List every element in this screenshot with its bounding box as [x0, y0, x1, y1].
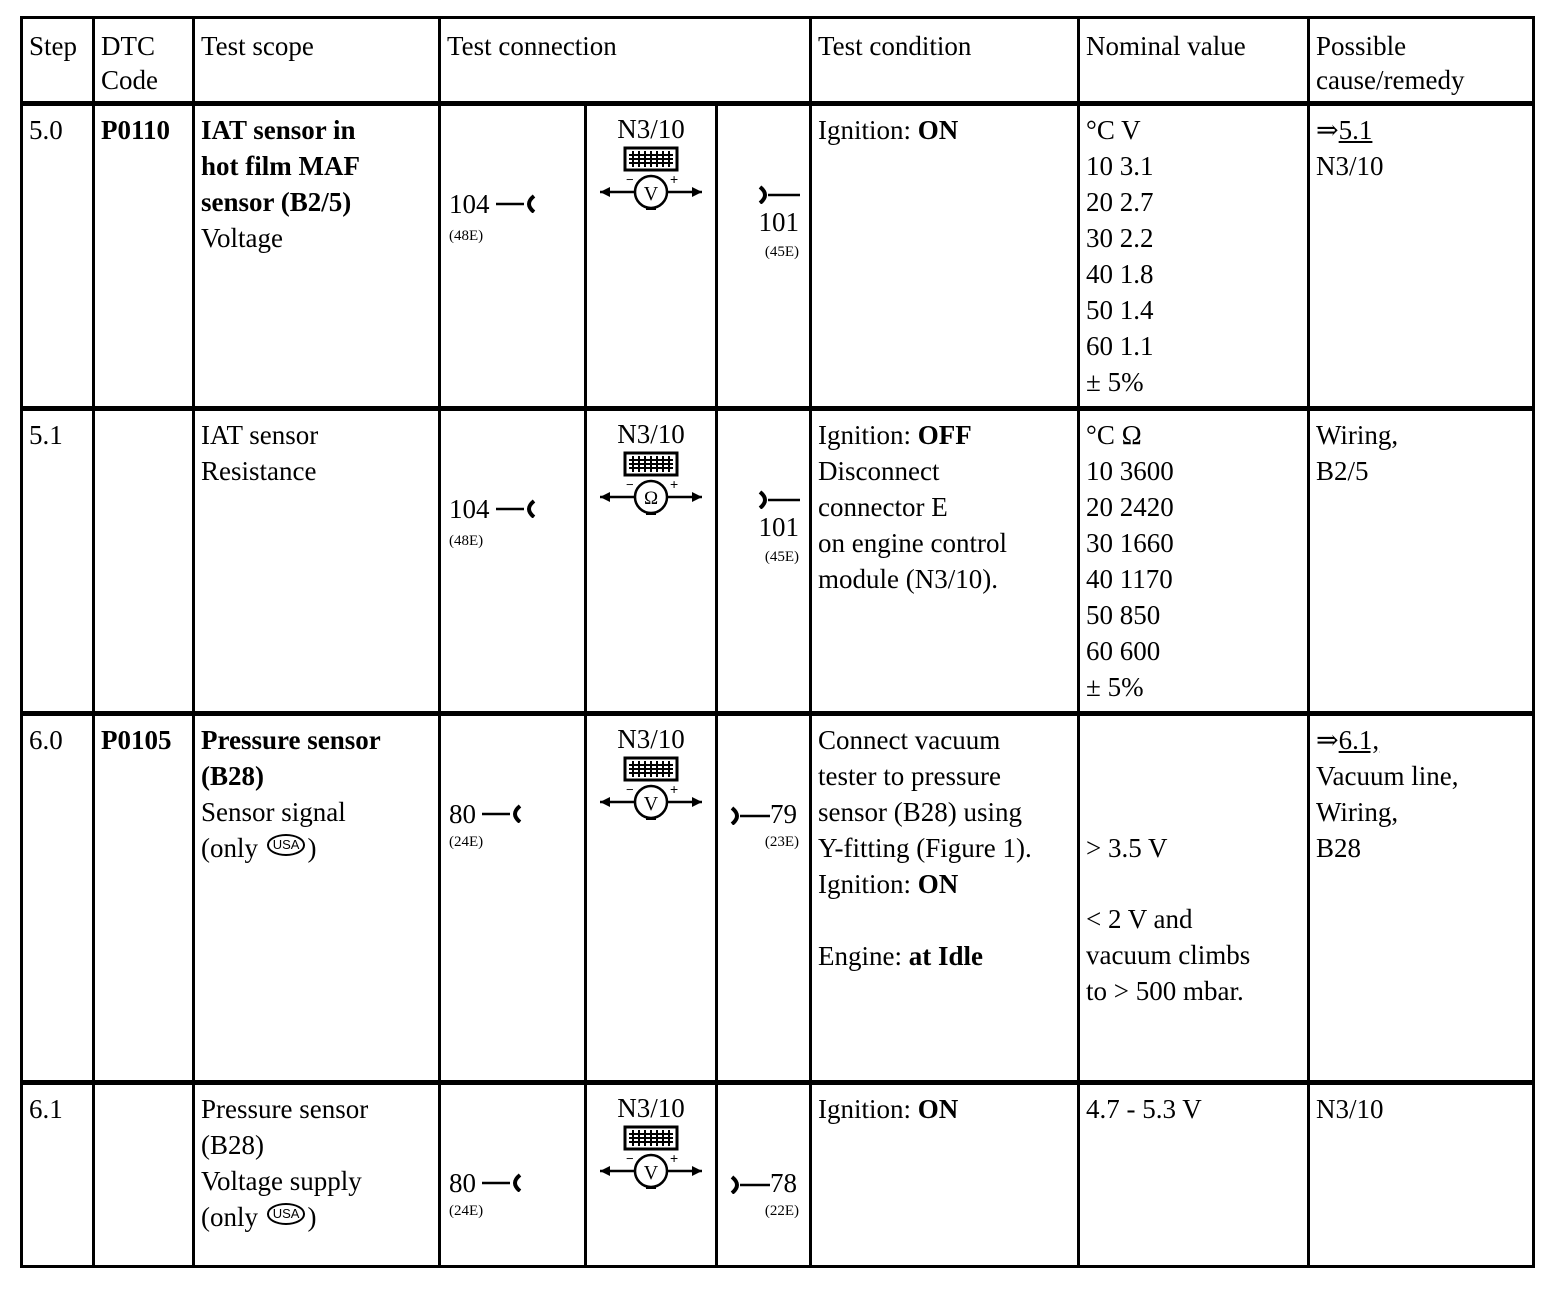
cause-line: Wiring,	[1316, 420, 1399, 450]
table-row	[22, 1083, 1534, 1267]
left-pin	[449, 491, 538, 527]
svg-text:+: +	[670, 479, 679, 492]
nominal-line: 20 2.7	[1086, 187, 1154, 217]
dtc-cell	[94, 1083, 194, 1267]
scope-line: (B28)	[201, 761, 264, 791]
female-plug-icon	[494, 498, 538, 518]
condition-cell	[811, 409, 1079, 714]
cause-line: N3/10	[1316, 151, 1384, 181]
condition-line: Engine: at Idle	[818, 941, 984, 971]
nominal-cell	[1079, 409, 1309, 714]
svg-text:−: −	[626, 784, 634, 797]
left-pin-sub: (24E)	[449, 834, 484, 850]
scope-line: Resistance	[201, 456, 317, 486]
nominal-cell	[1079, 714, 1309, 1083]
scope-line: Pressure sensor	[201, 725, 381, 755]
right-pin-sub: (45E)	[764, 549, 800, 565]
male-plug-icon	[728, 805, 770, 825]
scope-sub-line: Sensor signal	[201, 797, 346, 827]
diagnostic-table-page	[20, 16, 1532, 1268]
cause-line: B2/5	[1316, 456, 1369, 486]
dtc-cell: P0110	[94, 104, 194, 409]
nominal-line: 50 850	[1086, 600, 1161, 630]
nominal-line: to > 500 mbar.	[1086, 976, 1244, 1006]
table-row	[22, 104, 1534, 409]
step-cell: 5.1	[22, 409, 94, 714]
male-plug-icon	[728, 1174, 770, 1194]
connection-left-cell	[440, 409, 586, 714]
step-cell: 6.0	[22, 714, 94, 1083]
right-pin-number: 101	[758, 512, 800, 542]
left-pin-number: 80	[449, 799, 476, 829]
nominal-line: 40 1.8	[1086, 259, 1154, 289]
nominal-line: 60 1.1	[1086, 331, 1154, 361]
table-row	[22, 714, 1534, 1083]
nominal-line: 10 3.1	[1086, 151, 1154, 181]
condition-cell	[811, 104, 1079, 409]
control-module-icon	[623, 146, 679, 174]
meter-symbol: V	[643, 183, 659, 205]
nominal-line: 30 2.2	[1086, 223, 1154, 253]
scope-only-line: (only USA )	[201, 1202, 317, 1232]
voltmeter-icon	[596, 174, 706, 214]
left-pin-number: 104	[449, 189, 490, 219]
header-test-connection: Test connection	[440, 18, 811, 104]
cause-cell	[1309, 409, 1534, 714]
male-plug-icon	[756, 184, 802, 204]
module-label: N3/10	[617, 1093, 685, 1123]
svg-text:−: −	[626, 479, 634, 492]
left-pin	[449, 1165, 524, 1201]
condition-line: tester to pressure	[818, 761, 1001, 791]
arrow-icon: ⇒	[1316, 725, 1339, 755]
left-pin-sub: (24E)	[449, 1203, 484, 1219]
condition-line: Ignition: ON	[818, 115, 959, 145]
scope-line: IAT sensor	[201, 420, 319, 450]
arrow-icon: ⇒	[1316, 115, 1339, 145]
scope-cell	[194, 714, 440, 1083]
nominal-line: ± 5%	[1086, 367, 1144, 397]
condition-line: Disconnect	[818, 456, 940, 486]
nominal-line: °C V	[1086, 115, 1141, 145]
nominal-line: > 3.5 V	[1086, 833, 1168, 863]
right-pin-number: 78	[770, 1168, 797, 1198]
module-label: N3/10	[617, 419, 685, 449]
cause-line: Wiring,	[1316, 797, 1399, 827]
control-module-icon	[623, 451, 679, 479]
nominal-line: 20 2420	[1086, 492, 1174, 522]
left-pin	[449, 186, 538, 222]
meter-symbol: V	[643, 1162, 659, 1184]
condition-cell	[811, 1083, 1079, 1267]
meter-symbol: Ω	[643, 488, 659, 509]
cause-line: Vacuum line,	[1316, 761, 1459, 791]
female-plug-icon	[480, 803, 524, 823]
nominal-line: 10 3600	[1086, 456, 1174, 486]
condition-line: sensor (B28) using	[818, 797, 1023, 827]
step-link[interactable]: 5.1	[1338, 115, 1373, 145]
connection-module-cell	[586, 714, 717, 1083]
scope-cell	[194, 1083, 440, 1267]
scope-line: Pressure sensor	[201, 1094, 369, 1124]
condition-line: Ignition: OFF	[818, 420, 972, 450]
scope-only-line: (only USA )	[201, 833, 317, 863]
svg-text:−: −	[626, 1153, 634, 1166]
step-cell: 6.1	[22, 1083, 94, 1267]
condition-line: Ignition: ON	[818, 1094, 959, 1124]
left-pin-number: 104	[449, 494, 490, 524]
connection-right-cell	[717, 1083, 811, 1267]
connection-right-cell	[717, 104, 811, 409]
right-pin-sub: (23E)	[764, 834, 800, 850]
right-pin-number: 101	[758, 207, 800, 237]
condition-line: module (N3/10).	[818, 564, 999, 594]
nominal-line: 40 1170	[1086, 564, 1173, 594]
right-pin-number: 79	[770, 799, 797, 829]
meter-symbol: V	[643, 793, 659, 815]
svg-text:+: +	[670, 174, 679, 187]
header-cause	[1309, 18, 1534, 104]
scope-line: IAT sensor in	[201, 115, 356, 145]
left-pin	[449, 796, 524, 832]
scope-sub-line: Voltage	[201, 223, 283, 253]
cause-cell	[1309, 104, 1534, 409]
usa-badge: USA	[267, 1203, 306, 1225]
condition-cell	[811, 714, 1079, 1083]
nominal-line: < 2 V and	[1086, 904, 1193, 934]
scope-cell	[194, 104, 440, 409]
cause-link-line	[1316, 722, 1526, 758]
scope-line: sensor (B2/5)	[201, 187, 352, 217]
header-test-condition: Test condition	[811, 18, 1079, 104]
svg-text:+: +	[670, 784, 679, 797]
scope-cell	[194, 409, 440, 714]
scope-line: Voltage supply	[201, 1166, 362, 1196]
nominal-cell	[1079, 104, 1309, 409]
female-plug-icon	[494, 193, 538, 213]
condition-line: Y-fitting (Figure 1).	[818, 833, 1032, 863]
control-module-icon	[623, 756, 679, 784]
header-nominal-value: Nominal value	[1079, 18, 1309, 104]
header-row	[22, 18, 1534, 104]
scope-line: (B28)	[201, 1130, 264, 1160]
dtc-cell	[94, 409, 194, 714]
right-pin	[728, 1165, 797, 1201]
voltmeter-icon	[596, 784, 706, 824]
dtc-cell: P0105	[94, 714, 194, 1083]
header-dtc	[94, 18, 194, 104]
right-pin	[728, 796, 797, 832]
left-pin-number: 80	[449, 1168, 476, 1198]
left-pin-sub: (48E)	[449, 228, 484, 244]
nominal-line: 4.7 - 5.3 V	[1086, 1094, 1202, 1124]
condition-line: on engine control	[818, 528, 1007, 558]
nominal-cell	[1079, 1083, 1309, 1267]
cause-link-line	[1316, 112, 1526, 148]
nominal-line: 30 1660	[1086, 528, 1174, 558]
svg-text:+: +	[670, 1153, 679, 1166]
connection-module-cell	[586, 104, 717, 409]
left-pin-sub: (48E)	[449, 533, 484, 549]
cause-cell	[1309, 714, 1534, 1083]
nominal-line: ± 5%	[1086, 672, 1144, 702]
condition-line: Connect vacuum	[818, 725, 1001, 755]
voltmeter-icon	[596, 1153, 706, 1193]
condition-line: connector E	[818, 492, 948, 522]
header-cause-line2: cause/remedy	[1316, 65, 1465, 95]
cause-line: B28	[1316, 833, 1362, 863]
control-module-icon	[623, 1125, 679, 1153]
header-step: Step	[22, 18, 94, 104]
right-pin-sub: (22E)	[764, 1203, 800, 1219]
cause-cell	[1309, 1083, 1534, 1267]
male-plug-icon	[756, 489, 802, 509]
diagnostic-test-table	[20, 16, 1535, 1268]
connection-left-cell	[440, 1083, 586, 1267]
header-dtc-line1: DTC	[101, 31, 155, 61]
svg-text:−: −	[626, 174, 634, 187]
nominal-line: vacuum climbs	[1086, 940, 1251, 970]
female-plug-icon	[480, 1172, 524, 1192]
step-cell: 5.0	[22, 104, 94, 409]
header-test-scope: Test scope	[194, 18, 440, 104]
cause-line: N3/10	[1316, 1094, 1384, 1124]
nominal-line: °C Ω	[1086, 420, 1142, 450]
scope-line: hot film MAF	[201, 151, 360, 181]
connection-right-cell	[717, 714, 811, 1083]
connection-left-cell	[440, 104, 586, 409]
module-label: N3/10	[617, 724, 685, 754]
connection-left-cell	[440, 714, 586, 1083]
ohmmeter-icon	[596, 479, 706, 519]
condition-line: Ignition: ON	[818, 869, 959, 899]
right-pin-sub: (45E)	[764, 244, 800, 260]
connection-module-cell	[586, 409, 717, 714]
connection-right-cell	[717, 409, 811, 714]
table-row	[22, 409, 1534, 714]
module-label: N3/10	[617, 114, 685, 144]
header-dtc-line2: Code	[101, 65, 158, 95]
header-cause-line1: Possible	[1316, 31, 1407, 61]
connection-module-cell	[586, 1083, 717, 1267]
step-link[interactable]: 6.1,	[1338, 725, 1380, 755]
nominal-line: 60 600	[1086, 636, 1161, 666]
nominal-line: 50 1.4	[1086, 295, 1154, 325]
usa-badge: USA	[267, 834, 306, 856]
